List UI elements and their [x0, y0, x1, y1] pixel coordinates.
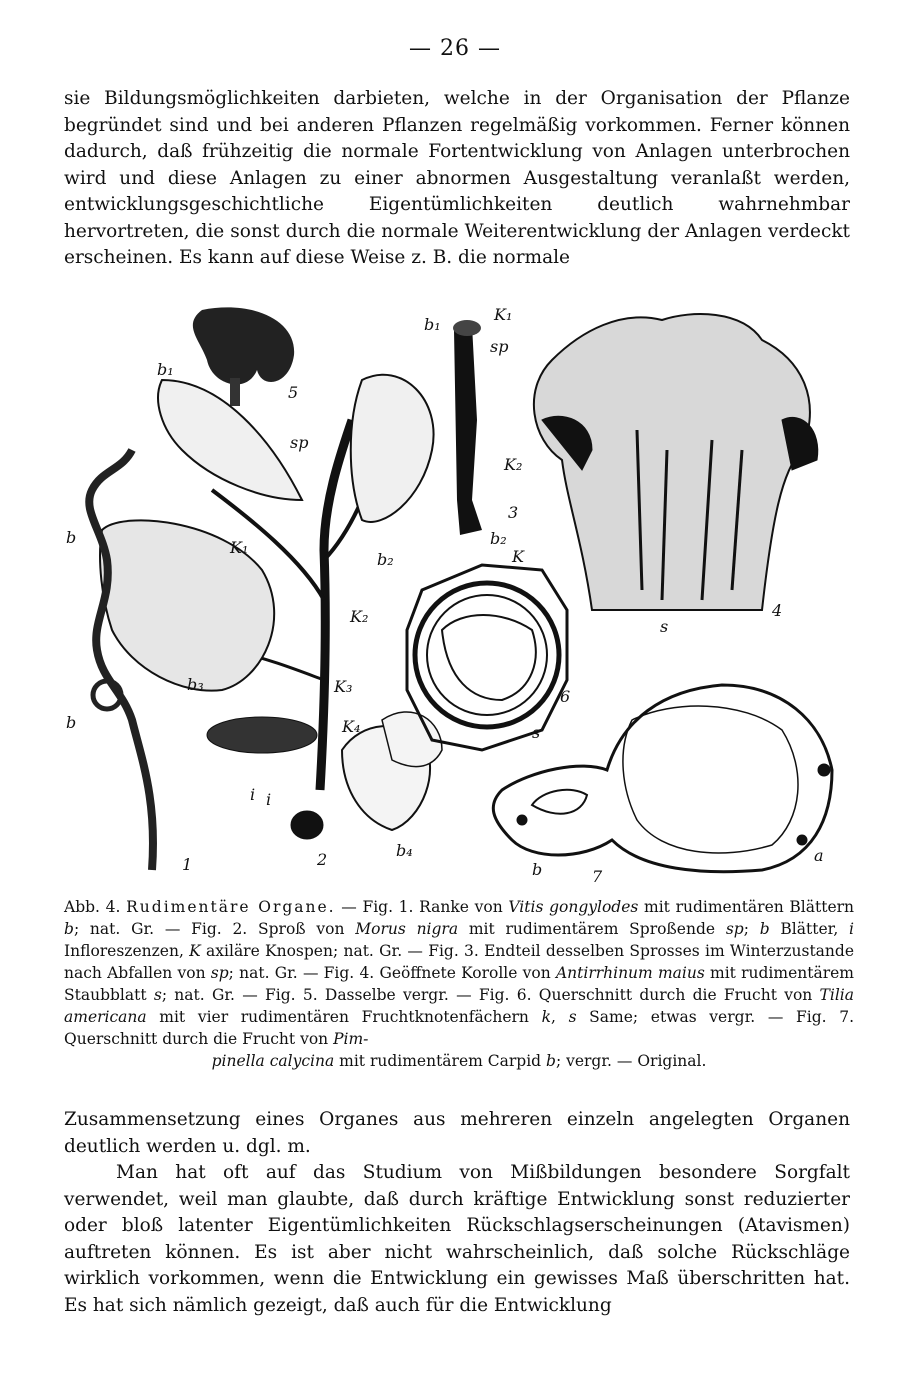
label-sp-left: sp	[290, 433, 309, 452]
caption-species: Morus nigra	[355, 920, 459, 938]
label-b-fig7: b	[532, 860, 543, 879]
figure-illustration	[62, 300, 862, 890]
label-b2-mid: b₂	[377, 550, 394, 569]
caption-symbol: sp	[210, 964, 229, 982]
caption-text: ; nat. Gr. — Fig. 5. Dasselbe vergr. — Fig. 6. Querschnitt durch die Frucht von	[161, 986, 820, 1004]
caption-symbol: K	[189, 942, 201, 960]
caption-symbol: s	[153, 986, 162, 1004]
caption-title: Rudimentäre Organe.	[126, 898, 336, 916]
caption-symbol: i	[849, 920, 854, 938]
label-b4: b₄	[396, 841, 413, 860]
page-number: — 26 —	[409, 36, 501, 61]
caption-text: ; nat. Gr. — Fig. 2. Sproß von	[73, 920, 356, 938]
caption-text: Same; etwas vergr. — Fig. 7. Querschnitt durch die Frucht von	[64, 1008, 855, 1048]
label-i-1: i	[250, 785, 256, 804]
bottom-paragraph-1: Zusammensetzung eines Organes aus mehreren einzeln angelegten Organen deutlich werden u. dgl. m.	[64, 1109, 850, 1157]
caption-text: ,	[550, 1008, 569, 1026]
caption-symbol: b	[64, 920, 74, 938]
caption-last-line	[64, 1050, 854, 1072]
label-K2-mid: K₂	[350, 607, 369, 626]
caption-symbol: k	[541, 1008, 551, 1026]
bottom-paragraph-2: Man hat oft auf das Studium von Mißbildungen besondere Sorgfalt verwendet, weil man glaubte, daß durch kräftige Entwicklung sonst reduzierter oder bloß latenter Eigentümlichkeiten Rückschlagserscheinungen (Atavismen) auftreten können. Es ist aber nicht wahrscheinlich, daß solche Rückschläge wirklich vorkommen, wenn die Entwicklung ein gewisses Maß überschritten hat. Es hat sich nämlich gezeigt, daß auch für die Entwicklung	[64, 1162, 850, 1316]
caption-species: Vitis gongylodes	[508, 898, 639, 916]
label-K2-fig3: K₂	[504, 455, 523, 474]
caption-text: mit vier rudimentären Fruchtknotenfächern	[146, 1008, 542, 1026]
label-b1-top: b₁	[157, 360, 174, 379]
label-sp-fig3: sp	[490, 337, 509, 356]
caption-text: Blätter,	[769, 920, 850, 938]
label-K4: K₄	[342, 717, 361, 736]
figure-caption	[64, 896, 854, 1072]
caption-text: ;	[743, 920, 760, 938]
caption-species: Antirrhinum maius	[555, 964, 705, 982]
caption-text: ; vergr. — Original.	[555, 1052, 707, 1070]
caption-text: axiläre Knospen; nat. Gr. — Fig. 3. Endteil desselben Sprosses im Winterzustande nach Abfallen von	[64, 942, 854, 982]
fig3-stem-drawing	[453, 320, 482, 535]
caption-symbol: s	[568, 1008, 577, 1026]
caption-text: mit rudimentärem Sproßende	[458, 920, 726, 938]
caption-species: pinella calycina	[211, 1052, 335, 1070]
caption-species: Tilia americana	[64, 986, 854, 1026]
label-s-fig4: s	[660, 617, 669, 636]
label-fig4-number: 4	[772, 601, 783, 620]
label-b2-fig3: b₂	[490, 529, 507, 548]
label-b3: b₃	[187, 675, 204, 694]
label-fig6-number: 6	[560, 687, 571, 706]
label-b-left: b	[66, 528, 77, 547]
label-fig7-number: 7	[592, 867, 603, 886]
label-fig3-number: 3	[508, 503, 519, 522]
label-fig5-number: 5	[288, 383, 299, 402]
caption-text: mit rudimentärem Carpid	[334, 1052, 546, 1070]
caption-text: mit rudimentären Blättern	[638, 898, 855, 916]
caption-text: mit rudimentärem Staubblatt	[64, 964, 854, 1004]
fig4-corolla-drawing	[534, 314, 818, 610]
caption-text: Infloreszenzen,	[64, 942, 190, 960]
fig2-shoot-drawing	[100, 375, 442, 839]
caption-head: Abb. 4.	[64, 898, 121, 916]
label-fig1-number: 1	[182, 855, 193, 874]
fig7-cross-section-drawing	[493, 685, 832, 872]
caption-symbol: b	[546, 1052, 556, 1070]
botanical-figure	[62, 300, 862, 890]
label-a-fig7: a	[814, 846, 824, 865]
caption-symbol: b	[759, 920, 770, 938]
label-b1-fig3: b₁	[424, 315, 441, 334]
label-K1: K₁	[230, 538, 249, 557]
label-i-2: i	[266, 790, 272, 809]
label-b-tendril: b	[66, 713, 77, 732]
label-s-fig6: s	[532, 723, 541, 742]
caption-text: ; nat. Gr. — Fig. 4. Geöffnete Korolle von	[228, 964, 556, 982]
label-K-fig6: K	[512, 547, 524, 566]
label-K3: K₃	[334, 677, 353, 696]
label-fig2-number: 2	[317, 850, 328, 869]
caption-text: — Fig. 1. Ranke von	[335, 898, 509, 916]
label-K1-fig3: K₁	[494, 305, 513, 324]
top-paragraph: sie Bildungsmöglichkeiten darbieten, welche in der Organisation der Pflanze begründet sind und bei anderen Pflanzen regelmäßig vorkommen. Ferner können dadurch, daß frühzeitig die normale Fortentwicklung von Anlagen unterbrochen wird und diese Anlagen zu einer abnormen Ausgestaltung veranlaßt werden, entwicklungsgeschichtliche Eigentümlichkeiten deutlich wahrnehmbar hervortreten, die sonst durch die normale Weiterentwicklung der Anlagen verdeckt erscheinen. Es kann auf diese Weise z. B. die normale	[64, 88, 850, 268]
caption-species: Pim-	[333, 1030, 369, 1048]
caption-symbol: sp	[725, 920, 744, 938]
